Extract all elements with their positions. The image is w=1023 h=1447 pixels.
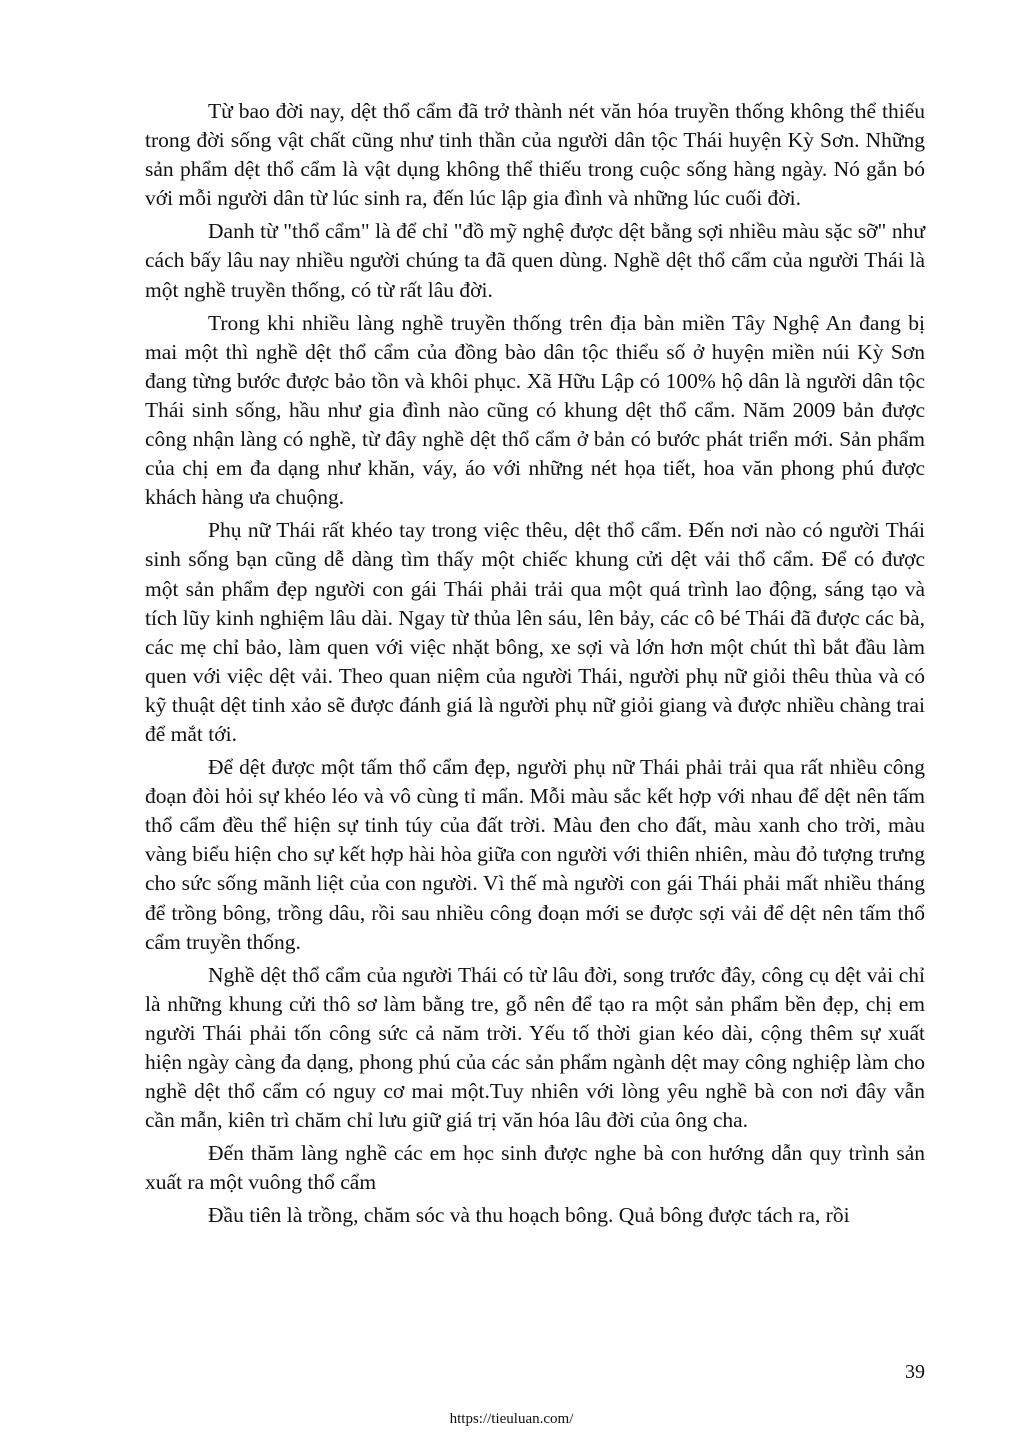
paragraph-1: Từ bao đời nay, dệt thổ cẩm đã trở thành nét văn hóa truyền thống không thể thiếu trong đời sống vật chất cũng như tinh thần của người dân tộc Thái huyện Kỳ Sơn. Những sản phẩm dệt thổ cẩm là vật dụng không thể thiếu trong cuộc sống hàng ngày. Nó gắn bó với mỗi người dân từ lúc sinh ra, đến lúc lập gia đình và những lúc cuối đời. bbox=[145, 99, 925, 211]
paragraph-8: Đầu tiên là trồng, chăm sóc và thu hoạch bông. Quả bông được tách ra, rồi bbox=[208, 1203, 850, 1228]
page-number: 39 bbox=[905, 1361, 925, 1383]
paragraph-7: Đến thăm làng nghề các em học sinh được nghe bà con hướng dẫn quy trình sản xuất ra một vuông thổ cẩm bbox=[145, 1141, 925, 1195]
paragraph-6: Nghề dệt thổ cẩm của người Thái có từ lâu đời, song trước đây, công cụ dệt vải chỉ là những khung cửi thô sơ làm bằng tre, gỗ nên để tạo ra một sản phẩm bền đẹp, chị em người Thái phải tốn công sức cả năm trời. Yếu tố thời gian kéo dài, cộng thêm sự xuất hiện ngày càng đa dạng, phong phú của các sản phẩm ngành dệt may công nghiệp làm cho nghề dệt thổ cẩm có nguy cơ mai một.Tuy nhiên với lòng yêu nghề bà con nơi đây vẫn cần mẫn, kiên trì chăm chỉ lưu giữ giá trị văn hóa lâu đời của ông cha. bbox=[145, 962, 925, 1133]
paragraph-5: Để dệt được một tấm thổ cẩm đẹp, người phụ nữ Thái phải trải qua rất nhiều công đoạn đòi hỏi sự khéo léo và vô cùng tỉ mẩn. Mỗi màu sắc kết hợp với nhau để dệt nên tấm thổ cẩm đều thể hiện sự tinh túy của đất trời. Màu đen cho đất, màu xanh cho trời, màu vàng biểu hiện cho sự kết hợp hài hòa giữa con người với thiên nhiên, màu đỏ tượng trưng cho sức sống mãnh liệt của con người. Vì thế mà người con gái Thái phải mất nhiều tháng để trồng bông, trồng dâu, rồi sau nhiều công đoạn mới se được sợi vải để dệt nên tấm thổ cẩm truyền thống. bbox=[145, 755, 925, 954]
paragraph-3: Trong khi nhiều làng nghề truyền thống trên địa bàn miền Tây Nghệ An đang bị mai một thì nghề dệt thổ cẩm của đồng bào dân tộc thiểu số ở huyện miền núi Kỳ Sơn đang từng bước được bảo tồn và khôi phục. Xã Hữu Lập có 100% hộ dân là người dân tộc Thái sinh sống, hầu như gia đình nào cũng có khung dệt thổ cẩm. Năm 2009 bản được công nhận làng có nghề, từ đây nghề dệt thổ cẩm ở bản có bước phát triển mới. Sản phẩm của chị em đa dạng như khăn, váy, áo với những nét họa tiết, hoa văn phong phú được khách hàng ưa chuộng. bbox=[145, 310, 925, 510]
body-text bbox=[145, 97, 925, 1235]
paragraph-2: Danh từ "thổ cẩm" là để chỉ "đồ mỹ nghệ được dệt bằng sợi nhiều màu sặc sỡ" như cách bấy lâu nay nhiều người chúng ta đã quen dùng. Nghề dệt thổ cẩm của người Thái là một nghề truyền thống, có từ rất lâu đời. bbox=[145, 219, 925, 302]
paragraph-4: Phụ nữ Thái rất khéo tay trong việc thêu, dệt thổ cẩm. Đến nơi nào có người Thái sinh sống bạn cũng dễ dàng tìm thấy một chiếc khung cửi dệt vải thổ cẩm. Để có được một sản phẩm đẹp người con gái Thái phải trải qua một quá trình lao động, sáng tạo và tích lũy kinh nghiệm lâu dài. Ngay từ thủa lên sáu, lên bảy, các cô bé Thái đã được các bà, các mẹ chỉ bảo, làm quen với việc nhặt bông, xe sợi và lớn hơn một chút thì bắt đầu làm quen với việc dệt vải. Theo quan niệm của người Thái, người phụ nữ giỏi thêu thùa và có kỹ thuật dệt tinh xảo sẽ được đánh giá là người phụ nữ giỏi giang và được nhiều chàng trai để mắt tới. bbox=[145, 518, 925, 746]
footer-url[interactable]: https://tieuluan.com/ bbox=[449, 1411, 574, 1427]
